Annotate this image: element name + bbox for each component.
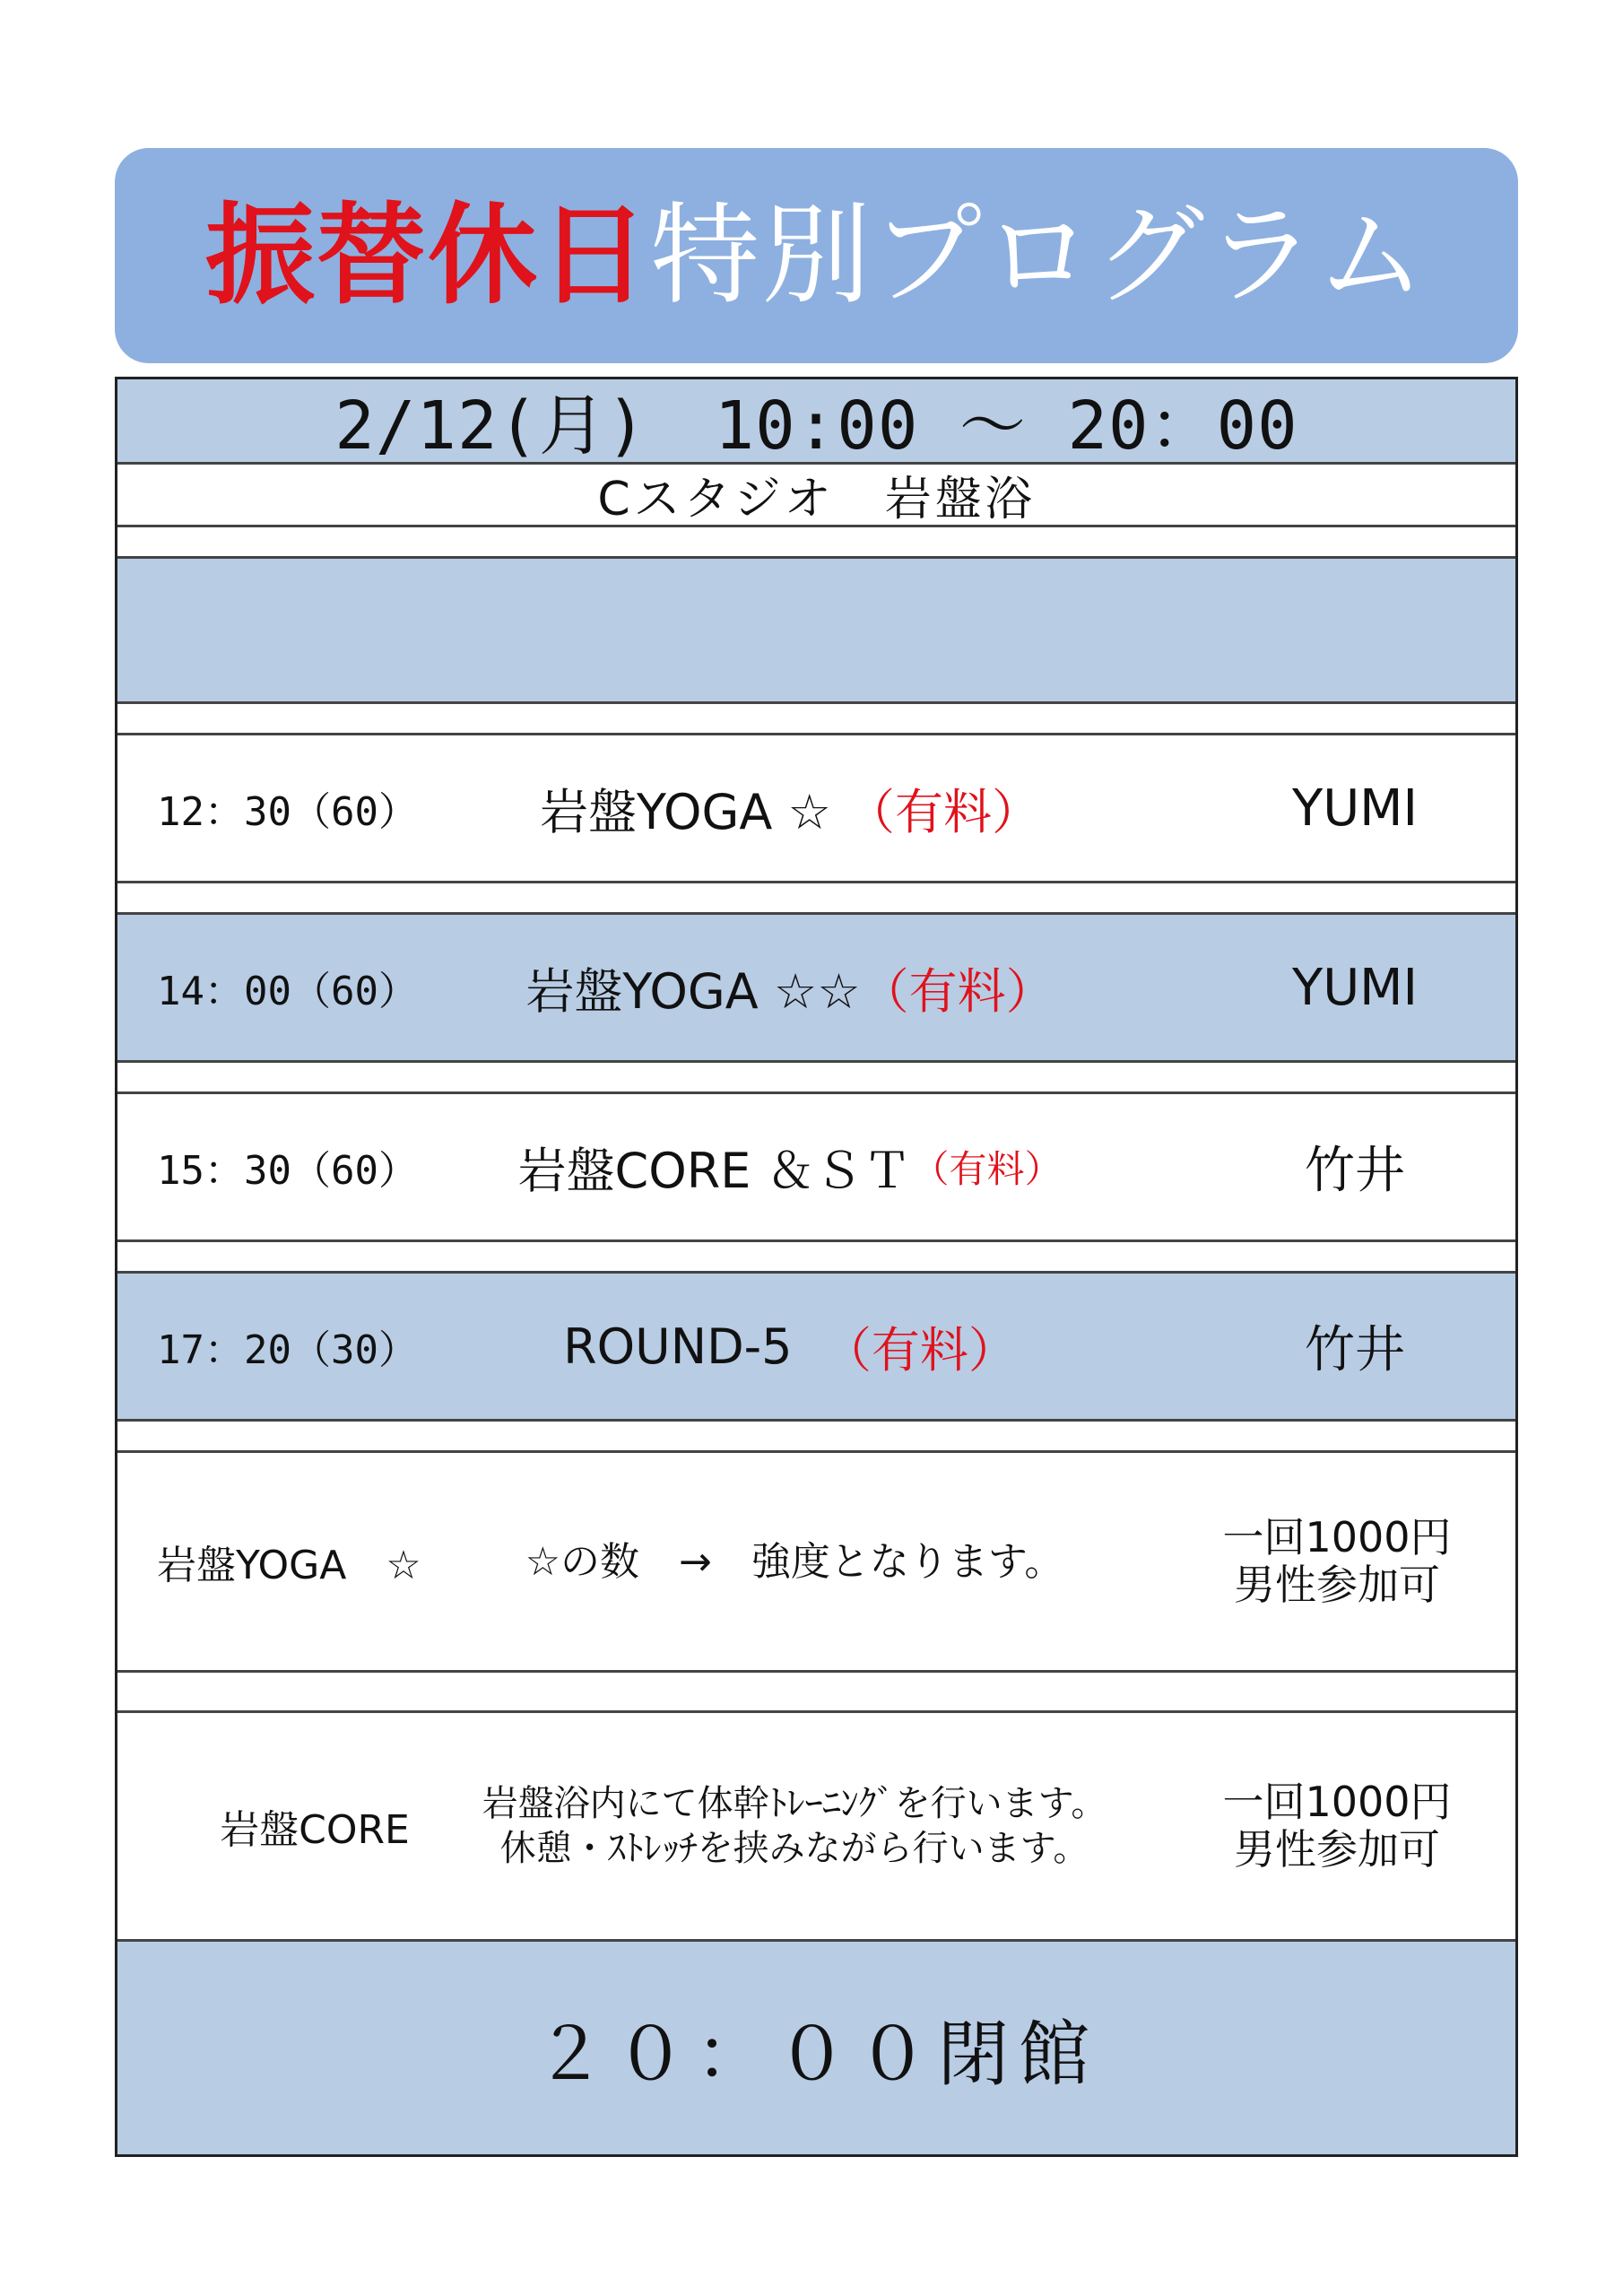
paid-label: （有料） [860, 962, 1055, 1020]
title-banner [115, 148, 1518, 363]
note-label: 岩盤YOGA ☆ [157, 1543, 421, 1588]
program-instructor: YUMI [1291, 958, 1419, 1017]
spacer-row [117, 883, 1515, 915]
program-instructor: 竹井 [1305, 1321, 1405, 1379]
program-time: 12：30（60） [157, 789, 418, 835]
spacer-row [117, 1063, 1515, 1094]
note-description-line1: 岩盤浴内にて体幹ﾄﾚｰﾆﾝｸﾞを行います。 [482, 1783, 1107, 1824]
note-price [1185, 1453, 1489, 1670]
closing-row [117, 1942, 1515, 2154]
spacer-row [117, 1673, 1515, 1713]
closing-time: ２０：００閉館 [534, 2013, 1099, 2096]
note-description-line2: 休憩・ｽﾄﾚｯﾁを挟みながら行います。 [499, 1828, 1089, 1869]
studio-name: Cスタジオ 岩盤浴 [597, 473, 1036, 526]
program-title: 岩盤YOGA ☆ [539, 783, 847, 840]
program-row [117, 1274, 1515, 1422]
date-time-range: 2/12(月) 10:00 ～ 20：00 [334, 387, 1298, 465]
program-time: 17：20（30） [157, 1327, 418, 1373]
empty-blue-row [117, 559, 1515, 704]
program-instructor: YUMI [1291, 778, 1419, 838]
program-time: 14：00（60） [157, 969, 418, 1014]
program-instructor: 竹井 [1305, 1142, 1405, 1200]
spacer-row [117, 1422, 1515, 1453]
note-label: 岩盤CORE [220, 1807, 410, 1853]
note-price [1185, 1713, 1489, 1939]
gender-text: 男性参加可 [1234, 1825, 1440, 1874]
program-name [386, 735, 1193, 881]
program-time: 15：30（60） [157, 1148, 418, 1194]
spacer-row [117, 704, 1515, 735]
spacer-row [117, 527, 1515, 559]
program-name [386, 1094, 1193, 1239]
program-title: ROUND-5 [563, 1318, 823, 1375]
spacer-row [117, 1242, 1515, 1274]
paid-label: （有料） [846, 783, 1041, 840]
note-description [458, 1453, 1131, 1670]
note-description [458, 1713, 1131, 1939]
schedule-table [115, 377, 1518, 2157]
program-title: 岩盤YOGA ☆☆ [525, 962, 861, 1020]
program-name [386, 915, 1193, 1060]
price-text: 一回1000円 [1222, 1513, 1452, 1562]
program-title: 岩盤CORE ＆ＳＴ [517, 1142, 912, 1199]
note-row [117, 1713, 1515, 1942]
program-name [386, 1274, 1193, 1419]
price-text: 一回1000円 [1222, 1778, 1452, 1827]
studio-row [117, 465, 1515, 527]
gender-text: 男性参加可 [1234, 1561, 1440, 1609]
page-title [205, 192, 1428, 319]
note-description-text: ☆の数 → 強度となります。 [525, 1538, 1064, 1585]
program-row [117, 1094, 1515, 1242]
program-row [117, 915, 1515, 1063]
paid-label: （有料） [911, 1147, 1063, 1191]
program-row [117, 735, 1515, 883]
paid-label: （有料） [822, 1321, 1017, 1378]
title-red-part: 振替休日 [205, 192, 651, 319]
note-row [117, 1453, 1515, 1673]
date-row [117, 379, 1515, 465]
title-white-part: 特別プログラム [650, 192, 1428, 319]
